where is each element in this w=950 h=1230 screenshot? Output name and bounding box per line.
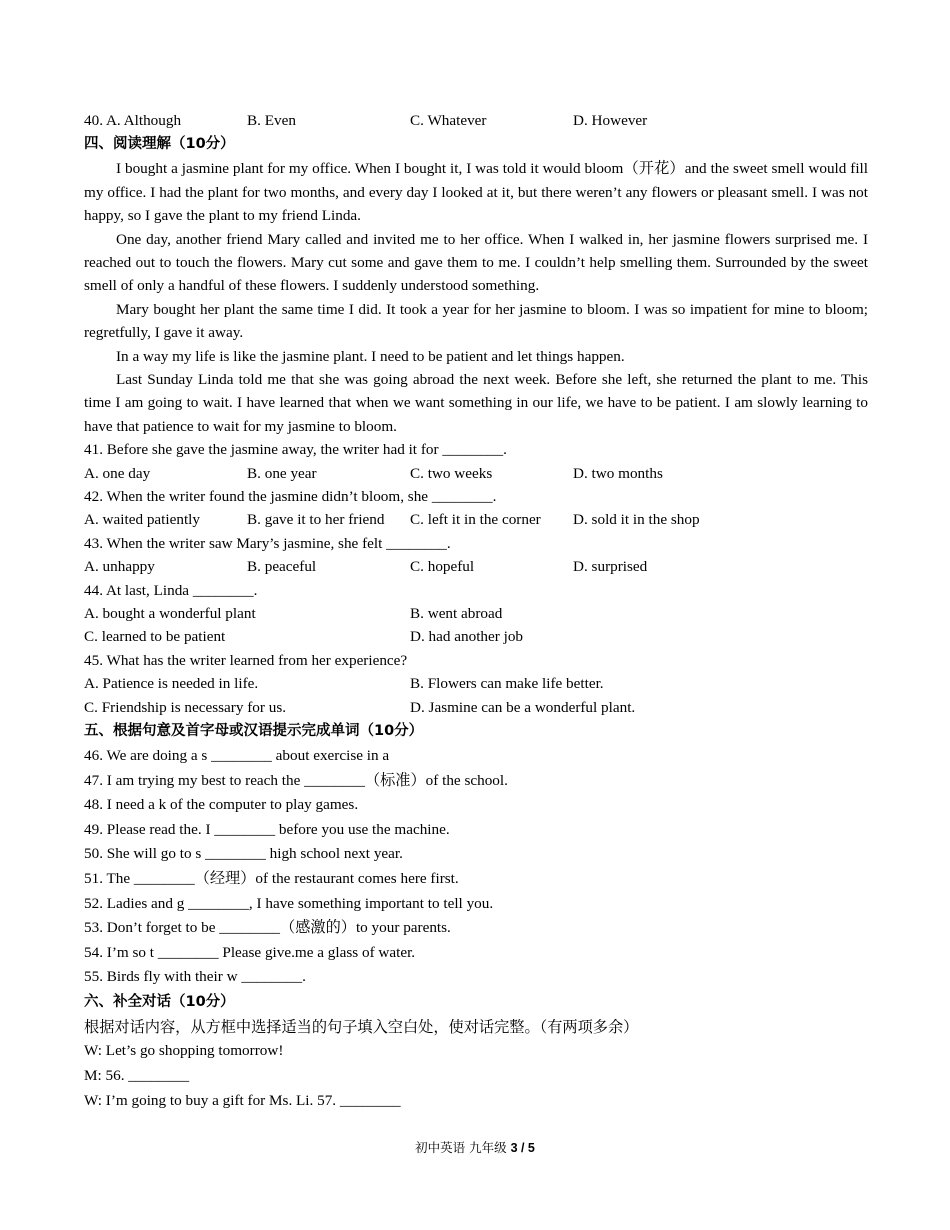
question-stem: 44. At last, Linda ________. — [84, 581, 258, 599]
passage-paragraph: Mary bought her plant the same time I did. It took a year for her jasmine to bloom. I was so impatient for mine to bloom; regretfully, I gave it away. — [84, 300, 868, 342]
section-5-title: 五、根据句意及首字母或汉语提示完成单词（10分） — [84, 722, 424, 739]
question-options — [84, 672, 868, 695]
passage-paragraph: One day, another friend Mary called and invited me to her office. When I walked in, her jasmine flowers surprised me. I reached out to touch the flowers. Mary cut some and gave them to me. I couldn’t help smelling them. Surrounded by the sweet smell of only a handful of these flowers. I suddenly understood something. — [84, 230, 868, 295]
question-40-options — [84, 109, 868, 132]
passage-paragraph: I bought a jasmine plant for my office. When I bought it, I was told it would bloom（开花）and the sweet smell would fill my office. I had the plant for two months, and every day I looked at it, but there weren’t any flowers or pleasant smell. I was not happy, so I gave the plant to my friend Linda. — [84, 160, 868, 225]
option-d: D. surprised — [573, 558, 648, 576]
question-options — [84, 555, 868, 578]
question-options — [84, 625, 868, 648]
question-stem: 42. When the writer found the jasmine didn’t bloom, she ________. — [84, 488, 497, 506]
question-stem: 41. Before she gave the jasmine away, the writer had it for ________. — [84, 441, 507, 459]
question-stem: 45. What has the writer learned from her experience? — [84, 651, 408, 669]
option-c: C. learned to be patient — [84, 628, 226, 646]
option-b: B. Even — [247, 112, 296, 129]
section-6-title: 六、补全对话（10分） — [84, 993, 235, 1010]
page-content — [84, 109, 868, 1113]
option-d: D. had another job — [410, 628, 524, 646]
dialogue-line: W: Let’s go shopping tomorrow! — [84, 1042, 284, 1060]
fill-in-item: 47. I am trying my best to reach the ________（标准）of the school. — [84, 771, 508, 789]
question-options — [84, 696, 868, 719]
page-number: 3 / 5 — [510, 1141, 535, 1155]
fill-in-item: 49. Please read the. I ________ before you use the machine. — [84, 820, 450, 838]
option-a: A. one day — [84, 464, 151, 482]
option-d: D. Jasmine can be a wonderful plant. — [410, 698, 636, 716]
passage-paragraph: Last Sunday Linda told me that she was going abroad the next week. Before she left, she returned the plant to me. This time I am going to wait. I have learned that when we want something in our life, we have to be patient. I am slowly learning to have that patience to wait for my jasmine to bloom. — [84, 371, 868, 435]
option-b: B. one year — [247, 464, 317, 482]
option-b: B. Flowers can make life better. — [410, 675, 604, 693]
fill-in-item: 55. Birds fly with their w ________. — [84, 968, 306, 986]
option-a: 40. A. Although — [84, 112, 182, 129]
option-b: B. went abroad — [410, 605, 503, 622]
passage-paragraph: In a way my life is like the jasmine plant. I need to be patient and let things happen. — [116, 347, 625, 365]
option-a: A. waited patiently — [84, 511, 200, 529]
option-b: B. gave it to her friend — [247, 511, 385, 529]
fill-in-item: 51. The ________（经理）of the restaurant comes here first. — [84, 869, 459, 887]
fill-in-item: 48. I need a k of the computer to play games. — [84, 796, 359, 814]
option-a: A. bought a wonderful plant — [84, 605, 256, 622]
option-c: C. left it in the corner — [410, 511, 541, 529]
option-c: C. Whatever — [410, 112, 487, 129]
fill-in-item: 54. I’m so t ________ Please give.me a glass of water. — [84, 943, 416, 961]
fill-in-item: 52. Ladies and g ________, I have something important to tell you. — [84, 894, 494, 912]
option-d: D. However — [573, 112, 648, 129]
section-6-instruction: 根据对话内容，从方框中选择适当的句子填入空白处，使对话完整。（有两项多余） — [84, 1017, 639, 1036]
option-a: A. Patience is needed in life. — [84, 675, 259, 693]
footer-subject: 初中英语 九年级 — [415, 1140, 511, 1155]
section-4-title: 四、阅读理解（10分） — [84, 136, 235, 153]
option-c: C. Friendship is necessary for us. — [84, 698, 287, 716]
option-d: D. sold it in the shop — [573, 511, 700, 529]
dialogue-line: M: 56. ________ — [84, 1067, 190, 1085]
option-c: C. hopeful — [410, 558, 475, 576]
fill-in-item: 53. Don’t forget to be ________（感激的）to your parents. — [84, 919, 451, 937]
fill-in-item: 50. She will go to s ________ high school next year. — [84, 845, 403, 863]
question-options — [84, 508, 868, 531]
page-footer — [0, 1138, 950, 1156]
option-d: D. two months — [573, 464, 663, 482]
option-b: B. peaceful — [247, 558, 317, 576]
option-c: C. two weeks — [410, 464, 493, 482]
question-options — [84, 462, 868, 485]
question-options — [84, 602, 868, 625]
question-stem: 43. When the writer saw Mary’s jasmine, she felt ________. — [84, 534, 451, 552]
option-a: A. unhappy — [84, 558, 155, 576]
dialogue-line: W: I’m going to buy a gift for Ms. Li. 57. ________ — [84, 1091, 401, 1109]
fill-in-item: 46. We are doing a s ________ about exercise in a — [84, 746, 390, 764]
